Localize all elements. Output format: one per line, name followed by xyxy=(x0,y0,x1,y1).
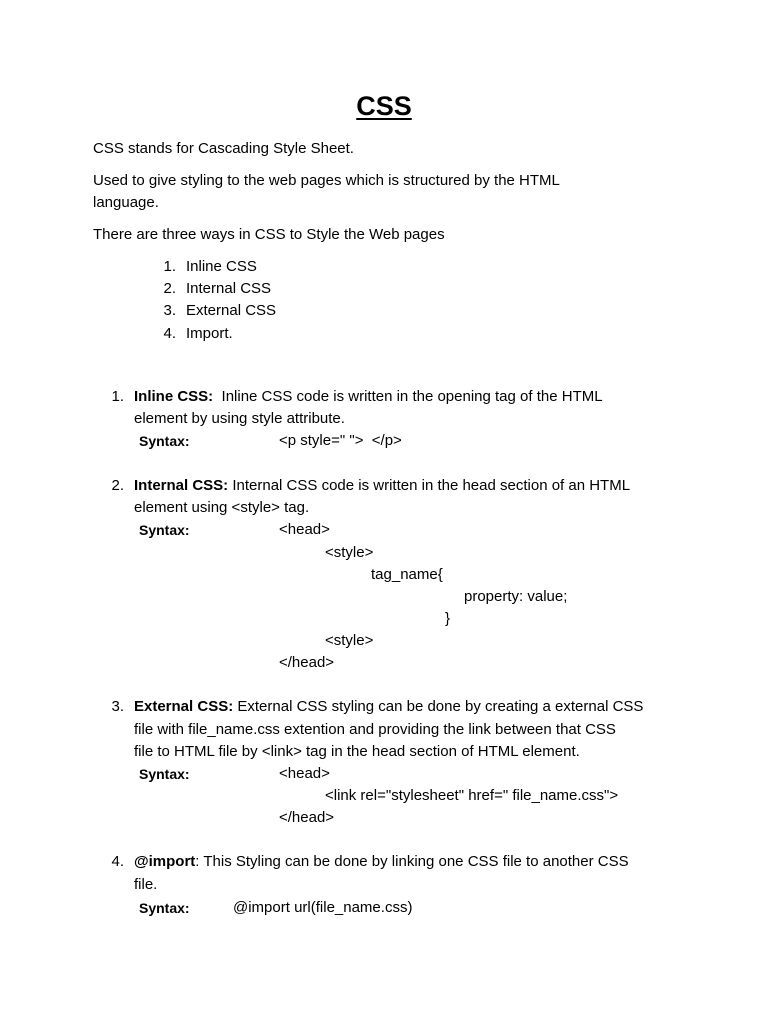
intro-paragraph-2-line-1: Used to give styling to the web pages which is structured by the HTML xyxy=(93,172,560,189)
section-text-line-3: file to HTML file by <link> tag in the head section of HTML element. xyxy=(134,743,580,760)
list-item-number: 3. xyxy=(163,302,176,319)
code-line-head-close: </head> xyxy=(279,654,335,671)
section-text: Inline CSS code is written in the opening tag of the HTML xyxy=(213,388,603,405)
syntax-code: <p style=" "> </p> xyxy=(279,432,402,449)
code-line-tag-name: tag_name{ xyxy=(371,566,443,583)
code-line-property: property: value; xyxy=(464,588,568,605)
section-heading-line xyxy=(134,697,643,717)
section-number: 3. xyxy=(111,698,124,715)
section-text-line-2: element using <style> tag. xyxy=(134,499,310,516)
section-text-line-2: file with file_name.css extention and providing the link between that CSS xyxy=(134,721,616,738)
page-title-text: CSS xyxy=(356,91,412,121)
code-line-style-close: <style> xyxy=(325,632,374,649)
section-heading: External CSS: xyxy=(134,698,234,715)
intro-paragraph-2-line-2: language. xyxy=(93,194,159,211)
syntax-label: Syntax: xyxy=(139,433,190,449)
intro-paragraph-3: There are three ways in CSS to Style the Web pages xyxy=(93,226,445,243)
code-line-link: <link rel="stylesheet" href=" file_name.css"> xyxy=(325,787,619,804)
list-item-number: 1. xyxy=(163,258,176,275)
code-line-style-open: <style> xyxy=(325,544,374,561)
code-line-head-open: <head> xyxy=(279,765,330,782)
list-item: Internal CSS xyxy=(186,280,272,297)
section-number: 2. xyxy=(111,477,124,494)
section-text-line-2: element by using style attribute. xyxy=(134,410,345,427)
section-heading: Internal CSS: xyxy=(134,477,229,494)
section-heading: Inline CSS: xyxy=(134,388,214,405)
list-item: Import. xyxy=(186,325,233,342)
list-item: External CSS xyxy=(186,302,277,319)
section-text: External CSS styling can be done by creating a external CSS xyxy=(233,698,644,715)
code-line-head-open: <head> xyxy=(279,521,330,538)
syntax-label: Syntax: xyxy=(139,900,190,916)
section-number: 4. xyxy=(111,853,124,870)
syntax-label: Syntax: xyxy=(139,766,190,782)
page-title xyxy=(0,88,768,124)
code-line-brace: } xyxy=(445,610,451,627)
section-heading: @import xyxy=(134,853,196,870)
syntax-code: @import url(file_name.css) xyxy=(233,899,413,916)
section-text: : This Styling can be done by linking one CSS file to another CSS xyxy=(195,853,629,870)
syntax-label: Syntax: xyxy=(139,522,190,538)
list-item: Inline CSS xyxy=(186,258,257,275)
section-number: 1. xyxy=(111,388,124,405)
section-text: Internal CSS code is written in the head section of an HTML xyxy=(228,477,631,494)
intro-paragraph-1: CSS stands for Cascading Style Sheet. xyxy=(93,140,354,157)
section-heading-line xyxy=(134,387,603,407)
section-heading-line xyxy=(134,852,629,872)
section-text-line-2: file. xyxy=(134,876,158,893)
list-item-number: 4. xyxy=(163,325,176,342)
list-item-number: 2. xyxy=(163,280,176,297)
section-heading-line xyxy=(134,476,630,496)
code-line-head-close: </head> xyxy=(279,809,335,826)
